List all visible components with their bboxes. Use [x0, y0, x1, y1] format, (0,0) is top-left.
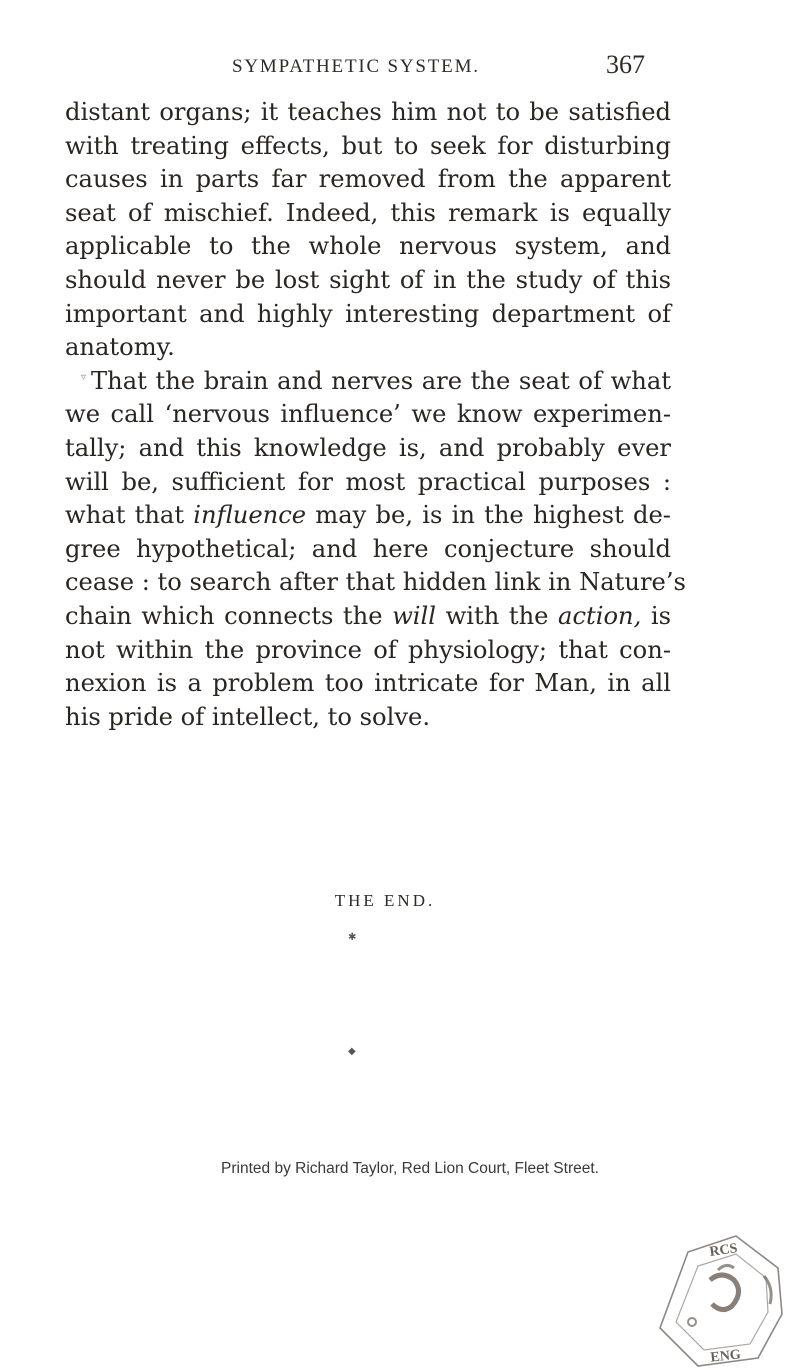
text-line: will be, sufficient for most practical purposes :	[65, 467, 671, 496]
text-line: not within the province of physiology; that con-	[65, 635, 671, 664]
text-line: distant organs; it teaches him not to be satisfied	[65, 98, 671, 126]
text-line: nexion is a problem too intricate for Man, in all	[65, 669, 671, 698]
ornament-icon: ✱	[348, 932, 357, 943]
text-line: we call ‘nervous influence’ we know experimen-	[65, 400, 671, 429]
text-run: chain which connects the	[65, 601, 393, 630]
text-run: with the	[436, 601, 559, 630]
end-title: THE END.	[334, 891, 436, 910]
text-line: cease : to search after that hidden link in Nature’s	[65, 568, 686, 597]
text-line: his pride of intellect, to solve.	[65, 702, 431, 731]
text-line: tally; and this knowledge is, and probably ever	[65, 433, 671, 462]
body-text	[65, 96, 686, 734]
text-line	[65, 499, 671, 533]
ornament-icon: ◆	[348, 1046, 356, 1057]
text-line	[65, 600, 671, 634]
page-number: 367	[606, 50, 645, 79]
text-line: That the brain and nerves are the seat of what	[91, 366, 671, 395]
text-run: is	[641, 601, 671, 630]
text-line: seat of mischief. Indeed, this remark is equally	[65, 198, 671, 227]
text-line: anatomy.	[65, 333, 175, 362]
text-line: applicable to the whole nervous system, and	[65, 232, 671, 261]
text-run: may be, is in the highest de-	[306, 501, 671, 530]
stamp-text-bottom: ENG	[709, 1347, 742, 1366]
text-run: what that	[65, 501, 194, 530]
library-stamp-icon	[640, 1210, 792, 1370]
text-line: with treating effects, but to seek for disturbing	[65, 131, 671, 160]
italic-word: influence	[193, 501, 307, 530]
stamp-text-top: RCS	[708, 1241, 739, 1260]
italic-word: action,	[558, 601, 642, 630]
text-line: important and highly interesting department of	[65, 299, 671, 328]
text-line: gree hypothetical; and here conjecture should	[65, 534, 671, 563]
printer-imprint: Printed by Richard Taylor, Red Lion Court, Fleet Street.	[221, 1160, 599, 1177]
running-title: SYMPATHETIC SYSTEM.	[232, 56, 480, 77]
italic-word: will	[392, 601, 437, 630]
ink-mark-icon: ▿	[81, 372, 87, 383]
text-line: should never be lost sight of in the study of this	[65, 265, 671, 294]
text-line: causes in parts far removed from the apparent	[65, 165, 671, 194]
